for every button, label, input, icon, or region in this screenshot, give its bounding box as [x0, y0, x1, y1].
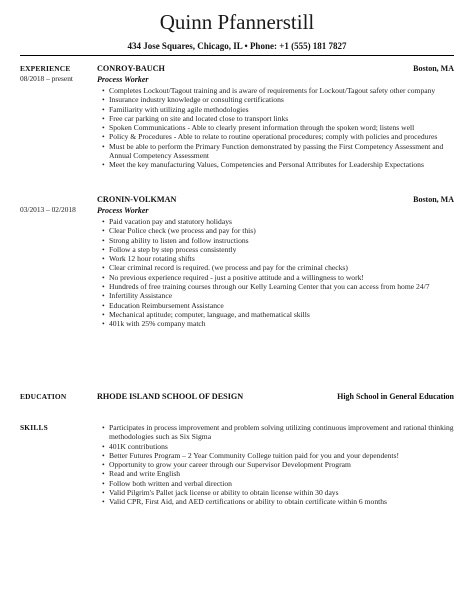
list-item: • Opportunity to grow your career through our Supervisor Development Program [102, 460, 454, 469]
section-label-experience: EXPERIENCE [20, 64, 71, 73]
list-item: • Better Futures Program – 2 Year Community College tuition paid for you and your dependents! [102, 451, 454, 460]
job-dates: 08/2018 – present [20, 74, 73, 83]
school-name: RHODE ISLAND SCHOOL OF DESIGN [97, 392, 244, 401]
list-item: • Read and write English [102, 469, 454, 478]
list-item: • Completes Lockout/Tagout training and is aware of requirements for Lockout/Tagout safety other company [102, 86, 454, 95]
company-name: CONROY-BAUCH [97, 64, 165, 73]
list-item: • Education Reimbursement Assistance [102, 301, 454, 310]
job-entry [97, 195, 454, 329]
resume-header [0, 10, 474, 52]
job-entry [97, 64, 454, 170]
list-item: • Infertility Assistance [102, 291, 454, 300]
list-item: • Valid CPR, First Aid, and AED certifications or ability to obtain certificate within 6 months [102, 497, 454, 506]
list-item: • Mechanical aptitude; computer, language, and mathematical skills [102, 310, 454, 319]
list-item: • Strong ability to listen and follow instructions [102, 236, 454, 245]
list-item: • Follow both written and verbal direction [102, 479, 454, 488]
list-item: • Must be able to perform the Primary Function demonstrated by passing the First Competency Assessment and Annual Competency Assessment [102, 142, 454, 161]
skills-entry [97, 423, 454, 507]
list-item: • 401k with 25% company match [102, 319, 454, 328]
list-item: • 401K contributions [102, 442, 454, 451]
list-item: • Familiarity with utilizing agile methodologies [102, 105, 454, 114]
list-item: • Free car parking on site and located close to transport links [102, 114, 454, 123]
job-title: Process Worker [97, 75, 149, 84]
job-dates: 03/2013 – 02/2018 [20, 205, 76, 214]
list-item: • Paid vacation pay and statutory holidays [102, 217, 454, 226]
degree: High School in General Education [337, 392, 454, 401]
job-location: Boston, MA [413, 195, 454, 204]
job-location: Boston, MA [413, 64, 454, 73]
list-item: • Follow a step by step process consistently [102, 245, 454, 254]
job-duties-list [97, 217, 454, 329]
list-item: • Insurance industry knowledge or consulting certifications [102, 95, 454, 104]
list-item: • Meet the key manufacturing Values, Competencies and Personal Attributes for Leadership Expectations [102, 160, 454, 169]
job-duties-list [97, 86, 454, 170]
company-name: CRONIN-VOLKMAN [97, 195, 177, 204]
list-item: • Hundreds of free training courses through our Kelly Learning Center that you can access from home 24/7 [102, 282, 454, 291]
list-item: • Clear Police check (we process and pay for this) [102, 226, 454, 235]
education-entry [97, 392, 454, 403]
list-item: • Spoken Communications - Able to clearly present information through the spoken word; listens well [102, 123, 454, 132]
list-item: • Clear criminal record is required. (we process and pay for the criminal checks) [102, 263, 454, 272]
skills-section [20, 423, 454, 533]
list-item: • Valid Pilgrim's Pallet jack license or ability to obtain license within 30 days [102, 488, 454, 497]
header-divider [20, 55, 454, 56]
list-item: • Participates in process improvement and problem solving utilizing continuous improvement and rational thinking methodologies such as Six Sigma [102, 423, 454, 442]
education-section [20, 392, 454, 406]
contact-line: 434 Jose Squares, Chicago, IL • Phone: +1 (555) 181 7827 [127, 41, 347, 51]
section-label-education: EDUCATION [20, 392, 67, 401]
list-item: • Policy & Procedures - Able to relate to routine operational procedures; comply with policies and procedures [102, 132, 454, 141]
candidate-name: Quinn Pfannerstill [159, 10, 315, 34]
section-label-skills: SKILLS [20, 423, 48, 432]
list-item: • No previous experience required - just a positive attitude and a willingness to work! [102, 273, 454, 282]
skills-list [97, 423, 454, 507]
job-title: Process Worker [97, 206, 149, 215]
experience-section [20, 64, 454, 374]
list-item: • Work 12 hour rotating shifts [102, 254, 454, 263]
